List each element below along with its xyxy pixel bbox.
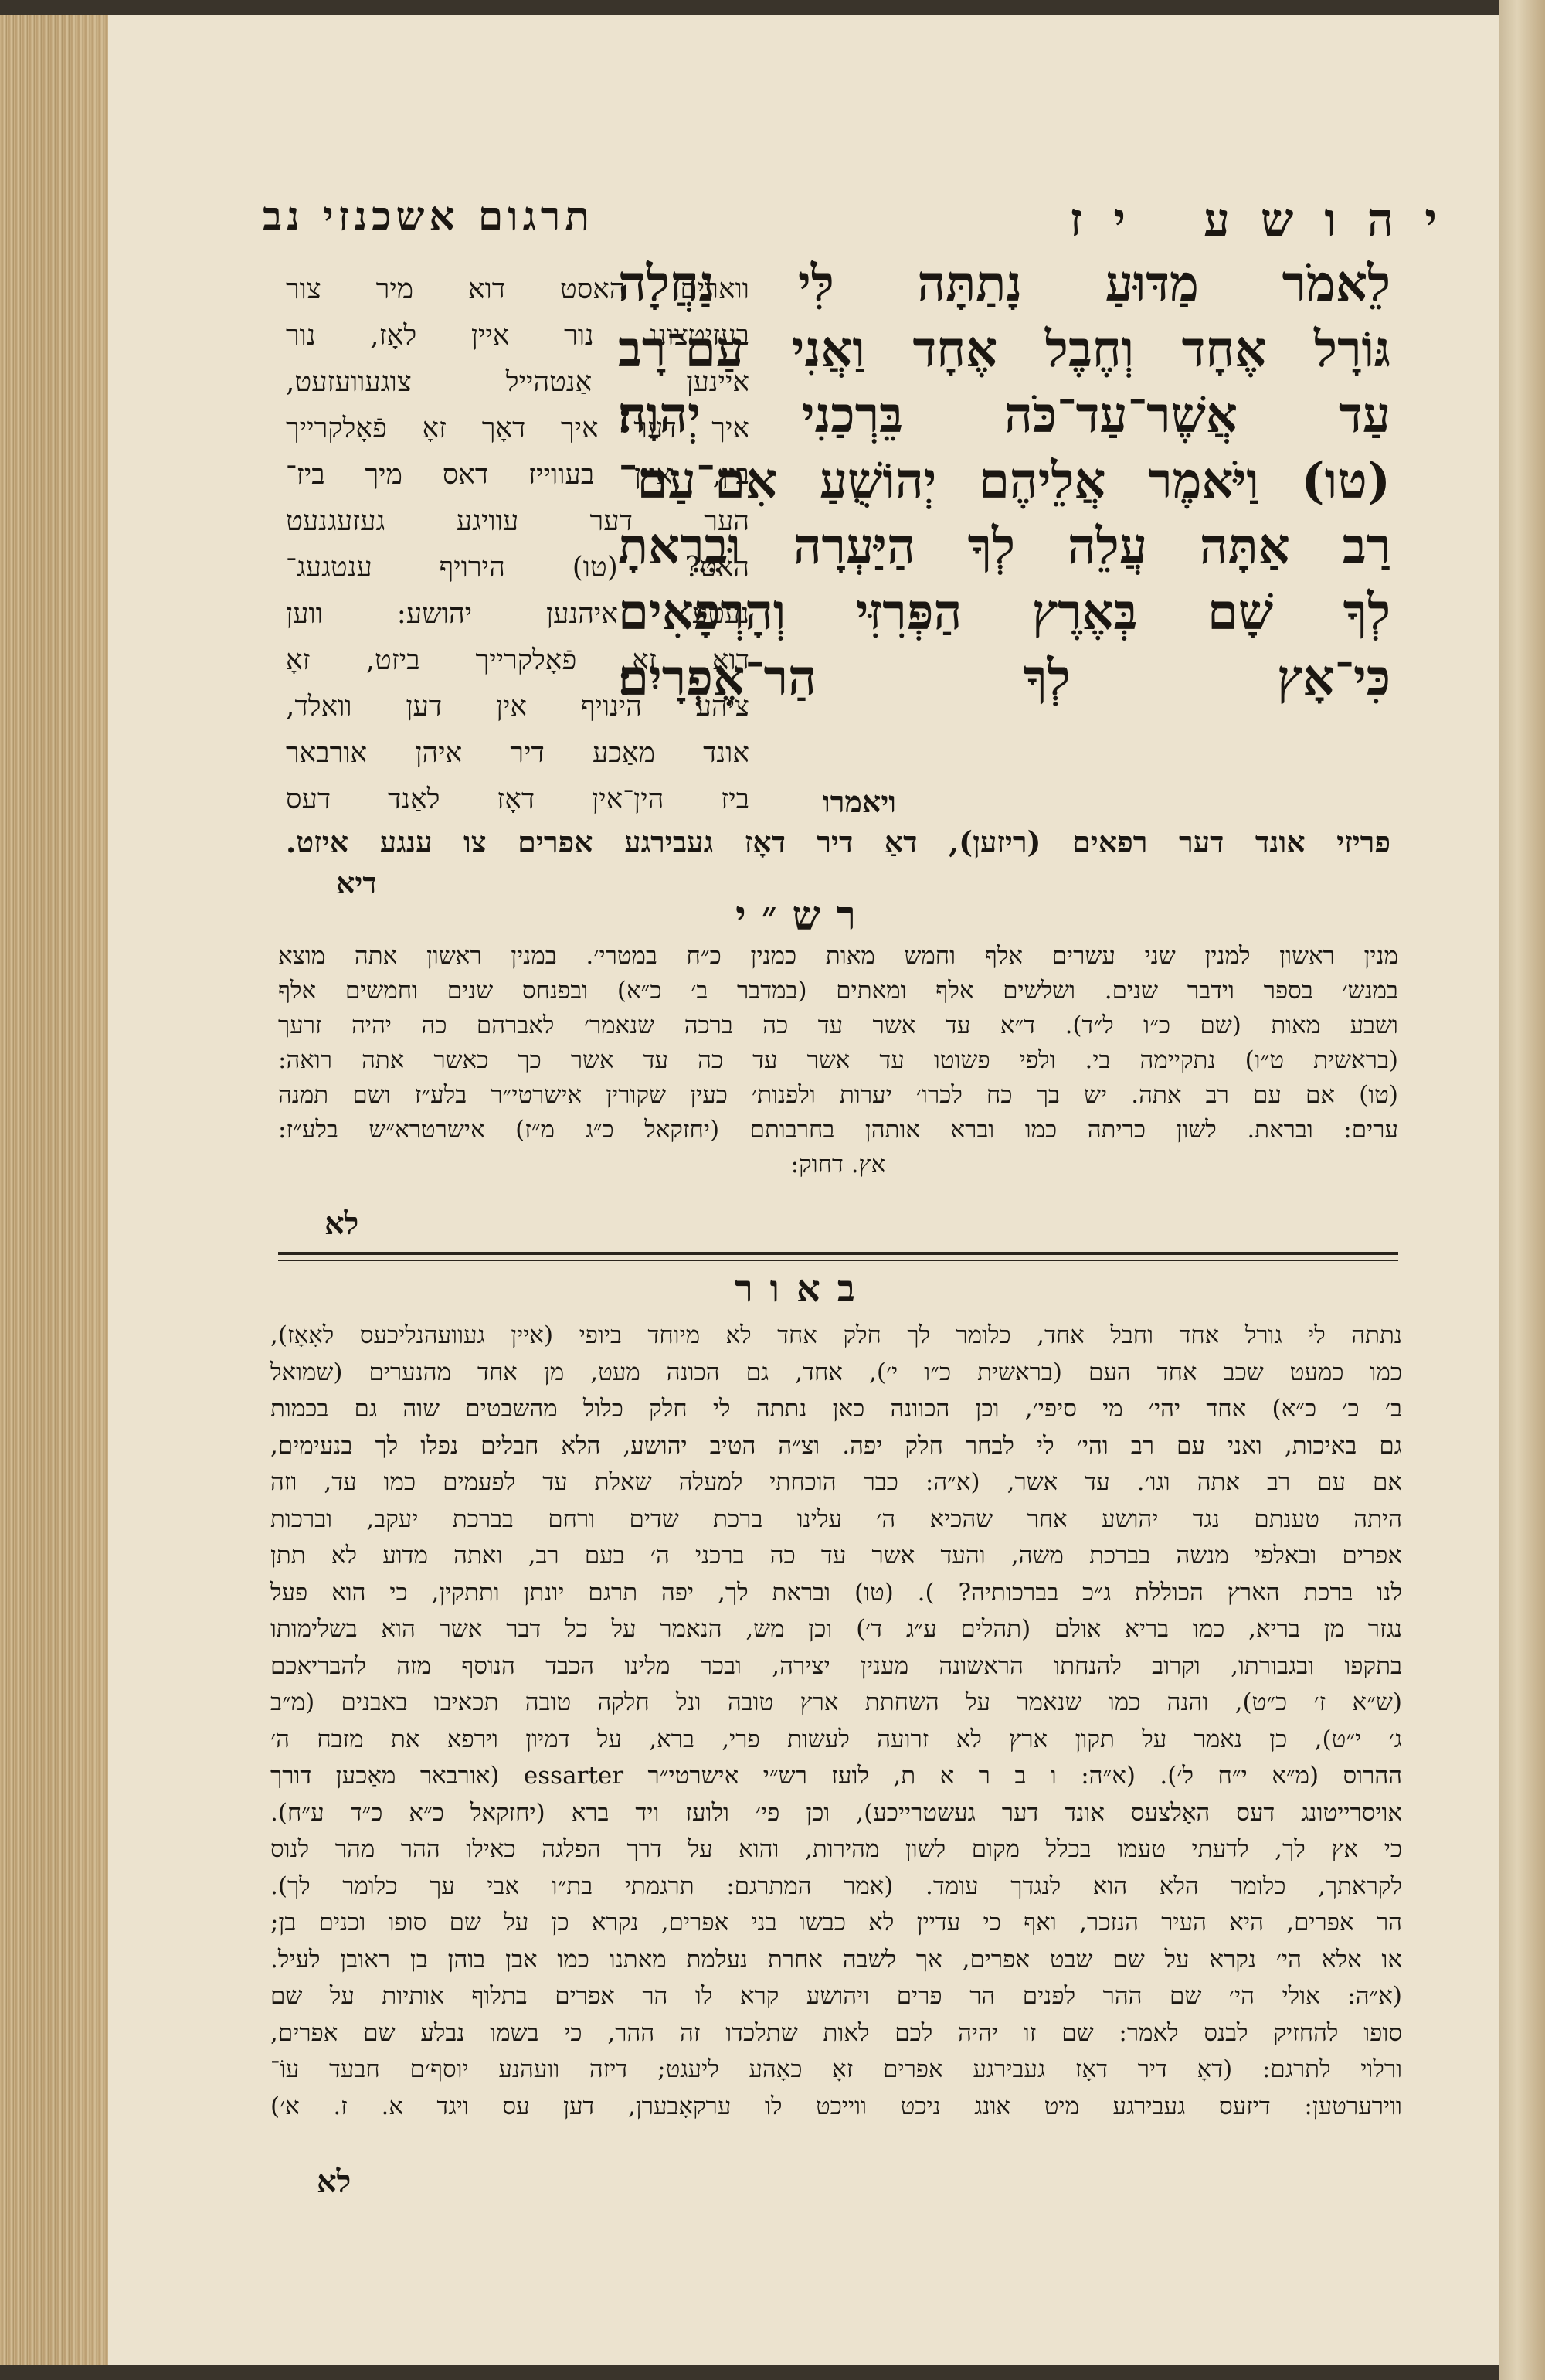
biur-line: (א״ה: אולי הי׳ שם ההר לפנים הר פרים ויהושע קרא לו הר אפרים בתלוף אותיות על שם bbox=[270, 1982, 1402, 2010]
translation-column bbox=[286, 267, 749, 823]
biur-line: סופו להחזיק לבנס לאמר: שם זו יהיה לכם לאות שתלכדו זה ההר, כי בשמו נבלע שם אפרים, bbox=[270, 2018, 1402, 2047]
rashi-line: ושבע מאות (שם כ״ו ל״ד). ד״א עד אשר עד כה ברכה שנאמר׳ לאברהם כה יהיה זרעך bbox=[278, 1012, 1398, 1039]
biur-line: ג׳ י״ט), כן נאמר על תקון ארץ לא זרועה לעשות פרי, ברא, על דמיון וירפא את מזבח ה׳ bbox=[270, 1725, 1402, 1753]
biur-line: לקראתך, כלומר הלא הוא לנגדך עומד. (אמר המתרגם: תרגמתי בת״ו אבי עך כלומר לך). bbox=[270, 1872, 1402, 1900]
header-page-label: תרגום אשכנזי נב bbox=[263, 193, 595, 240]
translation-line: ביז הין־אין דאָז לאַנד דעס bbox=[286, 784, 749, 815]
rashi-line: מנין ראשון למנין שני עשרים אלף וחמש מאות כמנין כ״ח במטרי׳. במנין ראשון אתה מוצא bbox=[278, 942, 1398, 970]
verse-line: כִּי־אָץ לְךָ הַר־אֶפְרָיִם׃ bbox=[618, 649, 1390, 707]
biur-line: או אלא הי׳ נקרא על שם שבט אפרים, אך לשבה אחרת נעלמת מאתנו כמו אבן בוהן בן ראובן לעיל. bbox=[270, 1945, 1402, 1974]
verse-line: גּוֹרָל אֶחָד וְחֶבֶל אֶחָד וַאֲנִי עַם־רָב bbox=[618, 321, 1390, 379]
verse-catchword: ויאמרו bbox=[823, 784, 896, 819]
translation-full-width-line: פריזי אונד דער רפאים (ריזען), דאַ דיר דאָז געבירגע אפרים צו ענגע איזט. bbox=[286, 824, 1390, 859]
signature-mark: לא bbox=[324, 1205, 359, 1242]
translation-line: איינען אַנטהייל צוגעוועזעט, bbox=[286, 366, 749, 398]
verse-line: לְךָ שָׁם בְּאֶרֶץ הַפְּרִזִּי וְהָרְפָאִים bbox=[618, 583, 1390, 641]
running-header bbox=[263, 193, 1499, 255]
translation-catchword: דיא bbox=[336, 865, 377, 900]
translation-line: הער דער עוויגע געזעגנעט bbox=[286, 505, 749, 537]
biur-line: גם באיכות, ואני עם רב והי׳ לי לבחר חלק יפה. וצ״ה הטיב יהושע, הלא חבלים נפלו לך בנעימים, bbox=[270, 1431, 1402, 1460]
biur-line: אפרים ובאלפי מנשה בברכת משה, והעד אשר עד כה ברכני ה׳ בעם רב, ואתה מדוע לא תתן bbox=[270, 1542, 1402, 1569]
rashi-last-line: אץ. דחוק: bbox=[790, 1151, 886, 1178]
translation-line: האט? (טו) הירויף ענטגעג־ bbox=[286, 552, 749, 583]
translation-line: דוא זאָ פֿאָלקרייך ביזט, זאָ bbox=[286, 644, 749, 676]
translation-line: ציהע הינויף אין דען וואלד, bbox=[286, 691, 749, 722]
biur-line: בתקפו ובגבורתו, וקרוב להנחתו הראשונה מענין יצירה, ובכר מלינו הכבד הנוסף מזה להבריאכם bbox=[270, 1651, 1402, 1680]
translation-line: ווארים האסט דוא מיר צור bbox=[286, 274, 749, 305]
verse-line: רַב אַתָּה עֲלֵה לְךָ הַיַּעְרָה וּבֵרֵאתָ bbox=[618, 518, 1390, 576]
biur-line: (ש״א ז׳ כ״ט), והנה כמו שנאמר על השחתת ארץ טובה ונל חלקה טובה תכאיבו באבנים (מ״ב bbox=[270, 1688, 1402, 1716]
biur-line: ווירערטען: דיזעס געבירגע מיט אונג ניכט ווייכט לו ערקאָבערן, דען עס ויגד א. ז. א׳) bbox=[270, 2092, 1402, 2120]
biur-line: לנו ברכת הארץ הכוללת ג״כ בברכותיה? ). (טו) ובראת לך, יפה תרגם יונתן ותתקין, כי הוא פעל bbox=[270, 1578, 1402, 1606]
biur-line: אויסרייטונג דעס האָלצעס אונד דער געשטרייכע), וכן פי׳ ולועז ויד ברא (יחזקאל כ״א כ״ד ע״ח). bbox=[270, 1798, 1402, 1827]
biur-line: נגזר מן בריא, כמו בריא אולם (תהלים ע״ג ד׳) וכן מש, הנאמר על כל דבר אשר הוא בשלימותו bbox=[270, 1615, 1402, 1643]
signature-mark-bottom: לא bbox=[317, 2164, 351, 2200]
rashi-line: (טו) אם עם רב אתה. יש בך כח לכרו׳ יערות ולפנות׳ כעין שקורין אישרטי״ר בלע״ז ושם תמנה bbox=[278, 1081, 1398, 1109]
biur-heading: באור bbox=[735, 1267, 872, 1311]
verse-line: עַד אֲשֶׁר־עַד־כֹּה בֵּרְכַנִי יְהוָה׃ bbox=[618, 386, 1390, 444]
book-page-edges bbox=[0, 15, 108, 2365]
verse-line: לֵאמֹר מַדּוּעַ נָתַתָּה לִּי נַחֲלָה bbox=[618, 255, 1390, 313]
rashi-line: (בראשית ט״ו) נתקיימה בי. ולפי פשוטו עד אשר עד כה עד אשר כך כאשר אתה רואה: bbox=[278, 1046, 1398, 1074]
header-book-chapter: יהושע יז bbox=[1069, 193, 1468, 247]
biur-line: ההרוס (מ״א י״ח ל׳). (א״ה: ו ב ר א ת, לועז רש״י אישרטי״ר essarter (אורבאר מאַכען דורך bbox=[270, 1762, 1402, 1790]
translation-line: אונד מאַכע דיר איהן אורבאר bbox=[286, 737, 749, 769]
biur-line: ורלוי לתרגם: (דאָ דיר דאָז געבירגע אפרים זאָ כאָהע ליעגט; דיזה וועהנע יוסף׳ם חבעד עוֹ־ bbox=[270, 2055, 1402, 2083]
biur-line: אם עם רב אתה וגו׳. עד אשר, (א״ה: כבר הוכחתי למעלה שאלת עד לפעמים כמו עד, וזה bbox=[270, 1468, 1402, 1496]
rashi-commentary bbox=[278, 939, 1398, 1182]
biur-line: ב׳ כ׳ כ״א) אחד יהי׳ מי סיפי׳, וכן הכוונה כאן נתתה לי חלק כלול מהשבטים שוה גם בכמות bbox=[270, 1395, 1402, 1423]
section-divider bbox=[278, 1252, 1398, 1255]
rashi-heading: רש״י bbox=[735, 892, 871, 940]
rashi-line: במנש׳ בספר וידבר שנים. ושלשים אלף ומאתים (במדבר ב׳ כ״א) ובפנחס שנים וחמשים אלף bbox=[278, 977, 1398, 1005]
biur-line: היתה טענתם נגד יהושע אחר שהכיא ה׳ עלינו ברכת שדים ורחם בברכת יעקב, וברכות bbox=[270, 1504, 1402, 1533]
translation-line: בעזיטצונג נור איין לאָז, נור bbox=[286, 320, 749, 352]
book-next-page-edge bbox=[1499, 0, 1545, 2380]
section-divider-thin bbox=[278, 1260, 1398, 1261]
translation-line: נעטע איהנען יהושע: ווען bbox=[286, 598, 749, 630]
book-page bbox=[108, 15, 1499, 2365]
translation-line: בין, איין בעווייז דאס מיך ביז־ bbox=[286, 459, 749, 491]
biur-line: הר אפרים, היא העיר הנזכר, ואף כי עדיין לא כבשו בני אפרים, נקרא כן על שם סופו וכנים בן; bbox=[270, 1909, 1402, 1936]
translation-line: איך דער איך דאָך זאָ פֿאָלקרייך bbox=[286, 413, 749, 444]
rashi-line: ערים: ובראת. לשון כריתה כמו וברא אותהן בחרבותם (יחזקאל כ״ג מ״ז) אישרטרא״ש בלע״ז: bbox=[278, 1116, 1398, 1144]
biur-line: כמו כמעט שכב אחד העם (בראשית כ״ו י׳), אחד, גם הכונה מעט, מן אחד מהנערים (שמואל bbox=[270, 1358, 1402, 1386]
biur-commentary bbox=[270, 1318, 1402, 2125]
biur-line: כי אץ לך, לדעתי טעמו בכלל מקום לשון מהירות, והוא על דרך הפלגה כאילו ההר מהר לנוס bbox=[270, 1835, 1402, 1863]
biur-line: נתתה לי גורל אחד וחבל אחד, כלומר לך חלק אחד לא מיוחד ביופי (איין געוועהנליכעס לאָאָז), bbox=[270, 1321, 1402, 1349]
verse-line: (טו) וַיֹּאמֶר אֲלֵיהֶם יְהוֹשֻׁעַ אִם־עַם־ bbox=[618, 452, 1390, 510]
